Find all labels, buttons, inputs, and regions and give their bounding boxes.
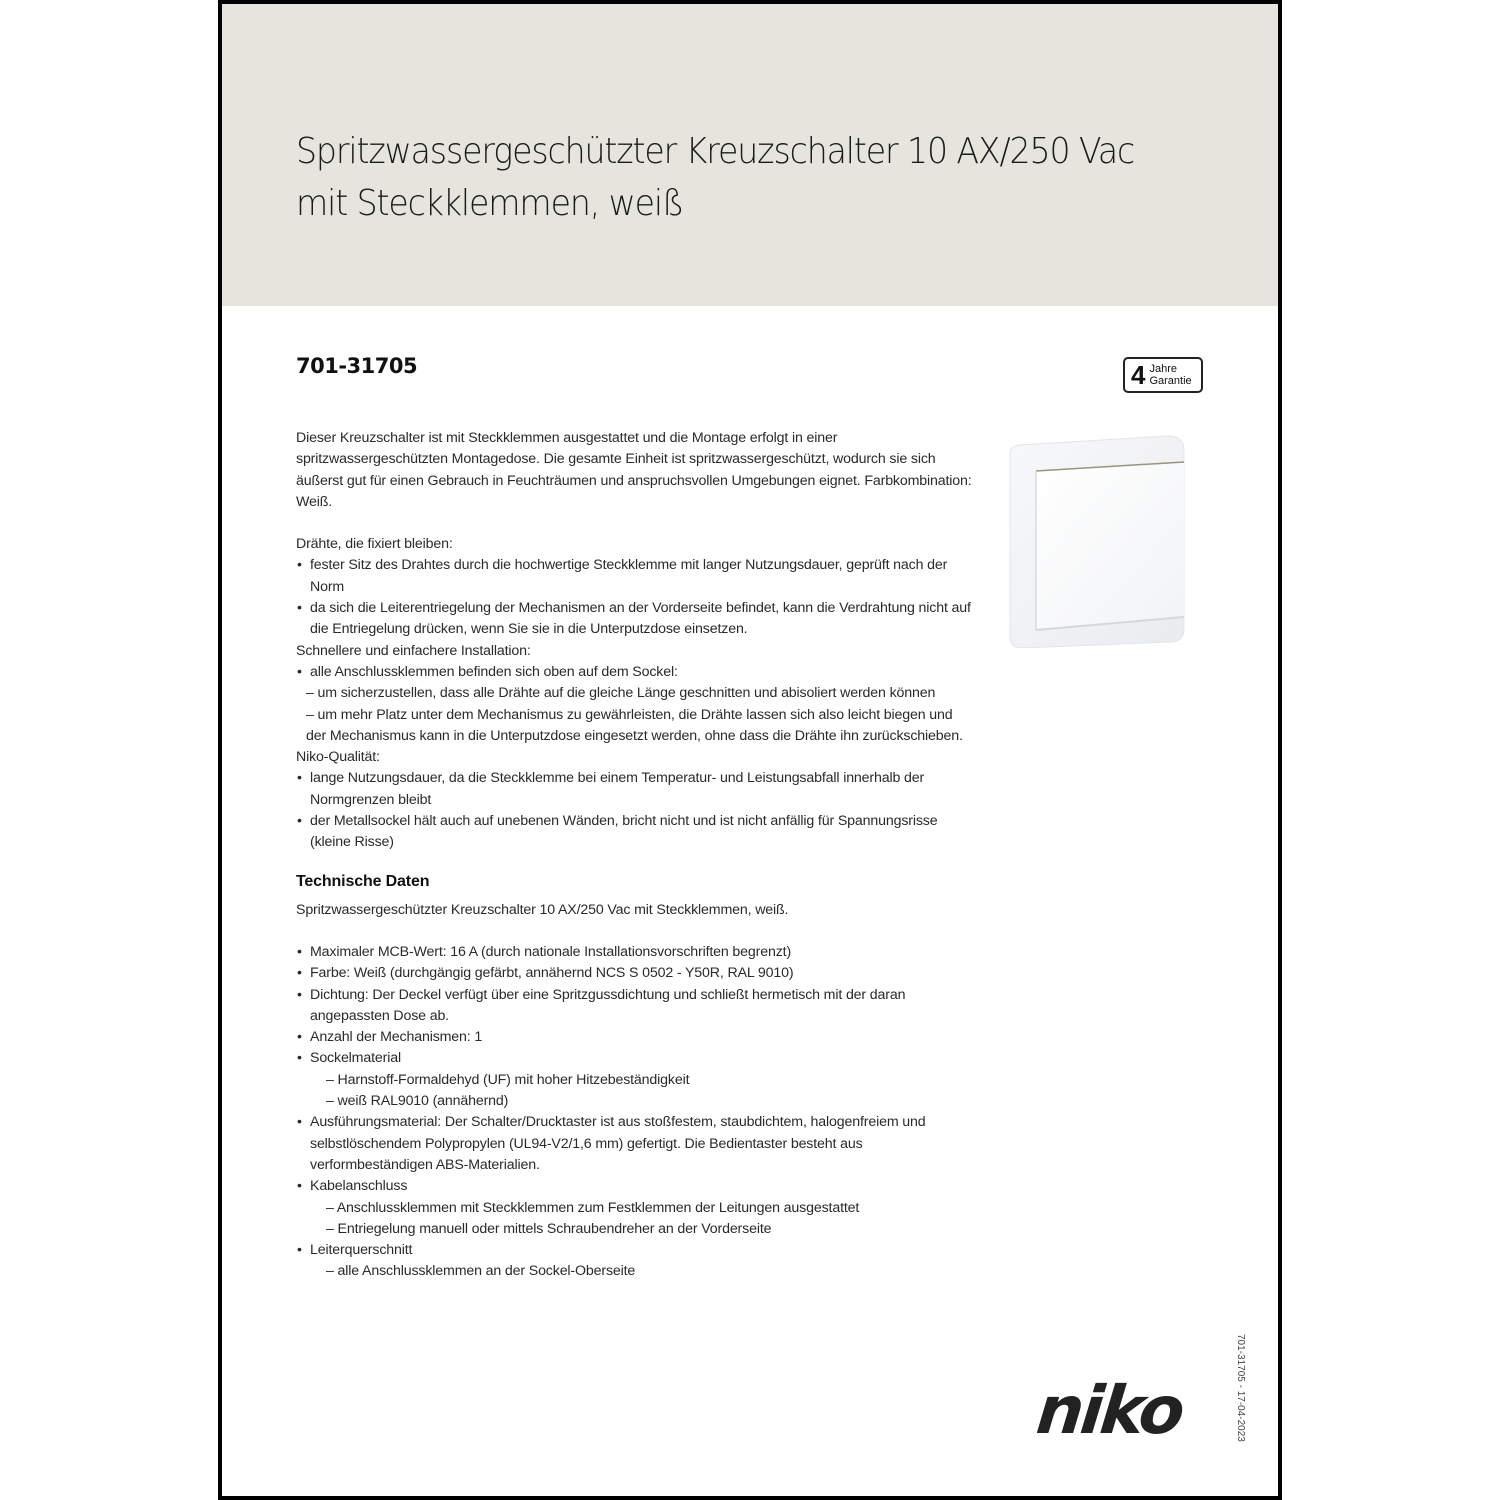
quality-heading: Niko-Qualität: — [296, 749, 380, 766]
datasheet-page — [218, 0, 1282, 1500]
page-title — [296, 126, 1179, 230]
list-item: • der Metallsockel hält auch auf unebenen Wänden, bricht nicht und ist nicht anfällig für Spannungsrisse (kleine Risse) — [296, 811, 976, 854]
article-number: 701-31705 — [296, 354, 418, 378]
warranty-years: 4 — [1131, 360, 1146, 390]
spec-sub-item: – weiß RAL9010 (annähernd) — [326, 1093, 509, 1110]
title-line-1: Spritzwassergeschützter Kreuzschalter 10 AX/250 Vac — [296, 131, 1135, 172]
description-body — [296, 428, 976, 1283]
technical-data-heading: Technische Daten — [296, 872, 430, 890]
list-item: • alle Anschlussklemmen befinden sich oben auf dem Sockel: — [296, 662, 976, 683]
spec-sub-item: – Anschlussklemmen mit Steckklemmen zum Festklemmen der Leitungen ausgestattet — [326, 1199, 860, 1216]
warranty-label — [1149, 363, 1191, 387]
niko-logo: niko — [1033, 1372, 1186, 1449]
list-item: • lange Nutzungsdauer, da die Steckklemme bei einem Temperatur- und Leistungsabfall innerhalb der Normgrenzen bleibt — [296, 768, 976, 811]
technical-summary: Spritzwassergeschützter Kreuzschalter 10 AX/250 Vac mit Steckklemmen, weiß. — [296, 901, 789, 918]
title-line-2: mit Steckklemmen, weiß — [296, 183, 684, 224]
product-image-switch-icon — [998, 432, 1188, 648]
spec-item: • Sockelmaterial — [296, 1048, 976, 1069]
list-item: • da sich die Leiterentriegelung der Mechanismen an der Vorderseite befindet, kann die Verdrahtung nicht auf die Entriegelung drücken, wenn Sie sie in die Unterputzdose einsetzen. — [296, 598, 976, 641]
spec-item: • Ausführungsmaterial: Der Schalter/Drucktaster ist aus stoßfestem, staubdichtem, halogenfreiem und selbstlöschendem Polypropylen (UL94-V2/1,6 mm) gefertigt. Die Bedientaster besteht aus verformbeständigen ABS-Materialien. — [296, 1112, 976, 1176]
wires-heading: Drähte, die fixiert bleiben: — [296, 536, 453, 553]
warranty-label-line1: Jahre — [1149, 363, 1177, 375]
spec-item: • Leiterquerschnitt — [296, 1240, 976, 1261]
spec-item: • Anzahl der Mechanismen: 1 — [296, 1027, 976, 1048]
sub-list-item: – um mehr Platz unter dem Mechanismus zu gewährleisten, die Drähte lassen sich also leicht biegen und der Mechanismus kann in die Unterputzdose eingesetzt werden, ohne dass die Drähte ihn zurückschieben. — [306, 706, 963, 744]
doc-ref-text: 701-31705 - 17-04-2023 — [1235, 1334, 1246, 1442]
document-reference — [1234, 1334, 1248, 1444]
install-heading: Schnellere und einfachere Installation: — [296, 642, 531, 659]
spec-sub-item: – Harnstoff-Formaldehyd (UF) mit hoher Hitzebeständigkeit — [326, 1071, 690, 1088]
spec-item: • Kabelanschluss — [296, 1176, 976, 1197]
spec-item: • Dichtung: Der Deckel verfügt über eine Spritzgussdichtung und schließt hermetisch mit der daran angepassten Dose ab. — [296, 985, 976, 1028]
spec-item: • Maximaler MCB-Wert: 16 A (durch nationale Installationsvorschriften begrenzt) — [296, 942, 976, 963]
spec-item: • Farbe: Weiß (durchgängig gefärbt, annähernd NCS S 0502 - Y50R, RAL 9010) — [296, 963, 976, 984]
spec-sub-item: – Entriegelung manuell oder mittels Schraubendreher an der Vorderseite — [326, 1220, 772, 1237]
intro-paragraph: Dieser Kreuzschalter ist mit Steckklemmen ausgestattet und die Montage erfolgt in einer spritzwassergeschützten Montagedose. Die gesamte Einheit ist spritzwassergeschützt, wodurch sie sich äußerst gut für einen Gebrauch in Feuchträumen und anspruchsvollen Umgebungen eignet. Farbkombination: Weiß. — [296, 430, 972, 510]
spec-sub-item: – alle Anschlussklemmen an der Sockel-Oberseite — [326, 1263, 636, 1280]
sub-list-item: – um sicherzustellen, dass alle Drähte auf die gleiche Länge geschnitten und abisoliert werden können — [306, 685, 936, 702]
header-band — [222, 4, 1278, 306]
warranty-badge — [1123, 357, 1203, 393]
warranty-label-line2: Garantie — [1149, 375, 1192, 387]
list-item: • fester Sitz des Drahtes durch die hochwertige Steckklemme mit langer Nutzungsdauer, geprüft nach der Norm — [296, 555, 976, 598]
